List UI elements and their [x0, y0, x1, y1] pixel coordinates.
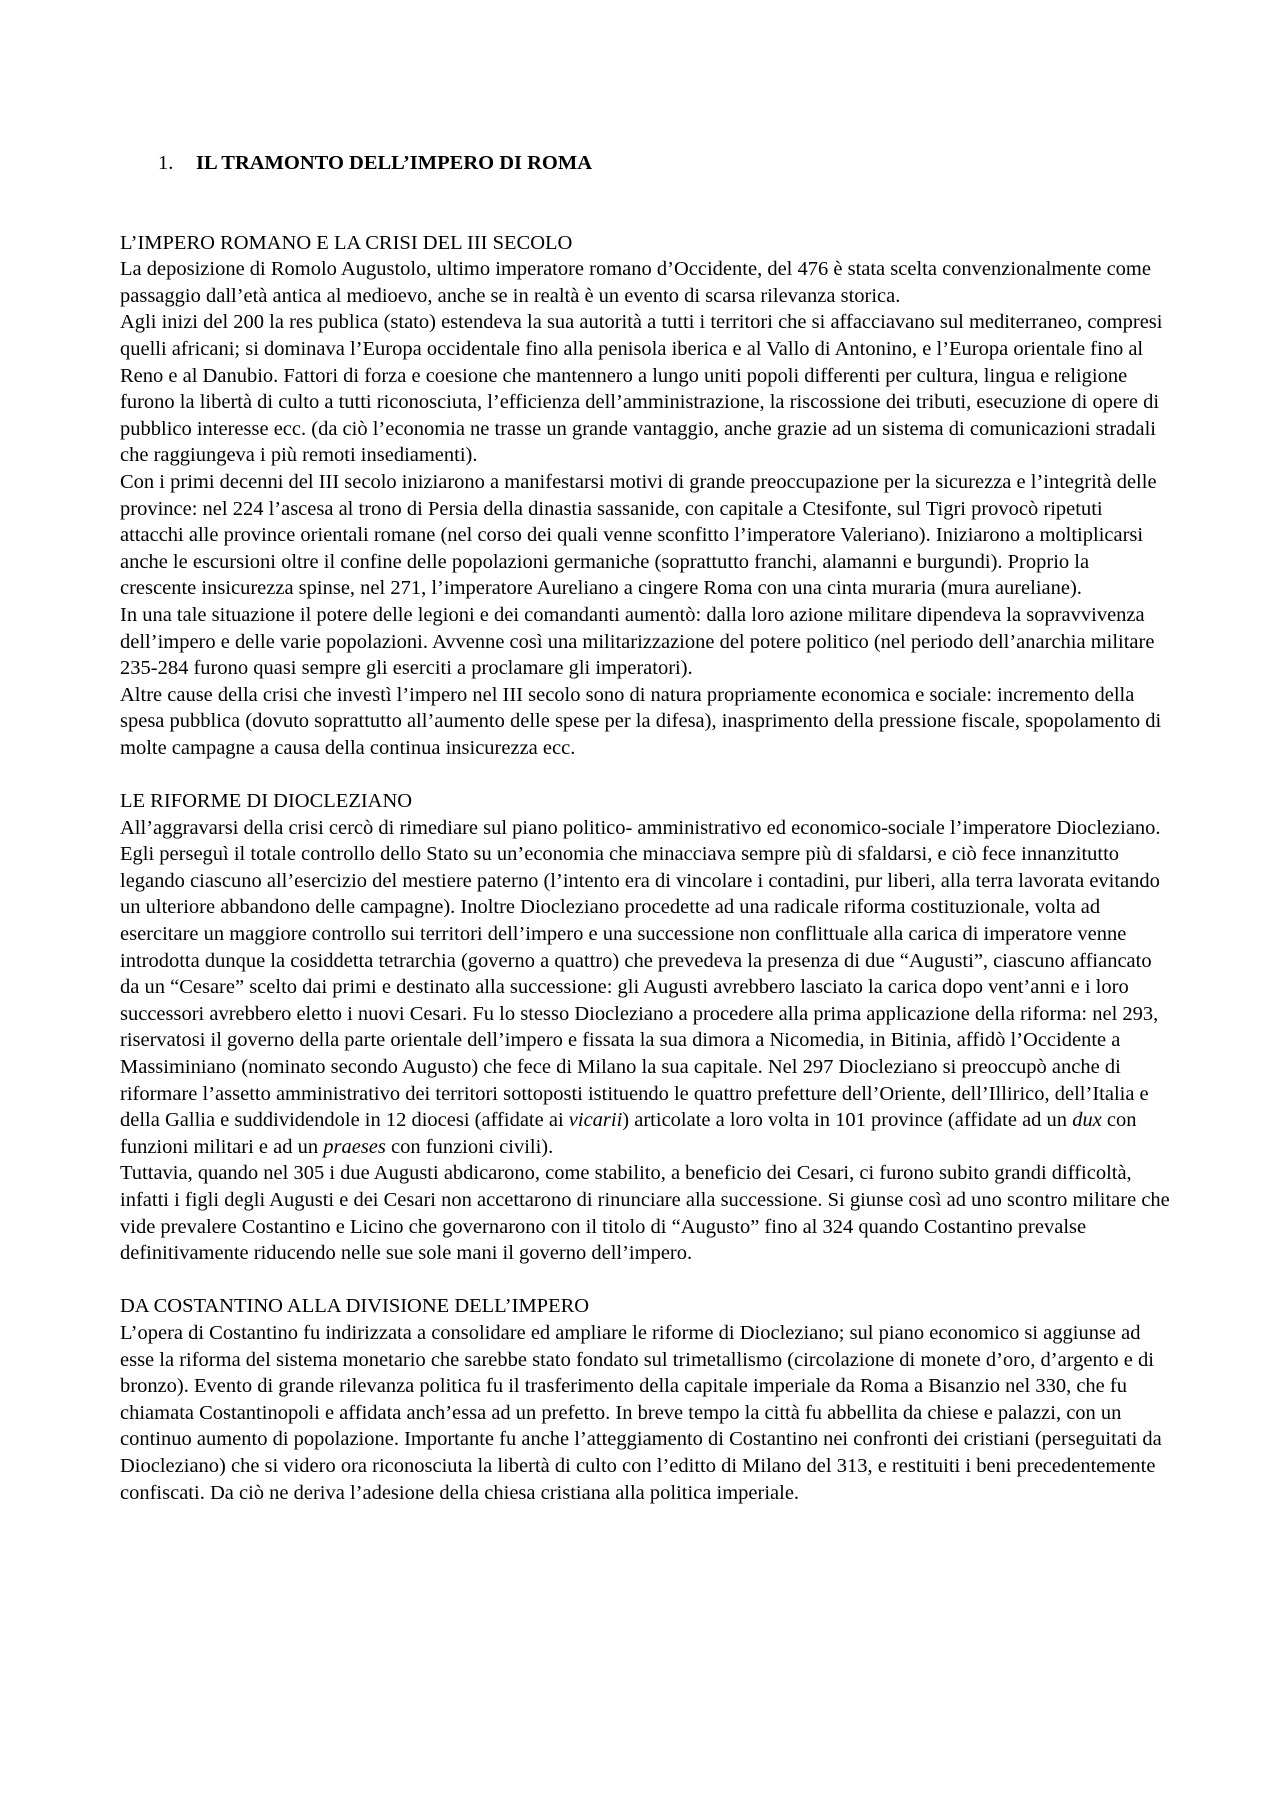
document-page — [120, 150, 1170, 1506]
section — [120, 230, 1170, 762]
text-run: con funzioni civili). — [385, 1135, 554, 1158]
italic-term: dux — [1072, 1109, 1102, 1132]
section-heading: DA COSTANTINO ALLA DIVISIONE DELL’IMPERO — [120, 1295, 590, 1318]
paragraph — [120, 309, 1170, 469]
paragraph — [120, 256, 1170, 309]
section-heading: L’IMPERO ROMANO E LA CRISI DEL III SECOLO — [120, 231, 573, 254]
paragraph — [120, 682, 1170, 762]
title-text: IL TRAMONTO DELL’IMPERO DI ROMA — [196, 152, 593, 174]
document-title — [158, 150, 1170, 177]
text-run: L’opera di Costantino fu indirizzata a consolidare ed ampliare le riforme di Diocleziano; sul piano economico si aggiunse ad esse la riforma del sistema monetario che sarebbe stato fondato sul trimetallismo (circolazione di monete d’oro, d’argento e di bronzo). Evento di grande rilevanza politica fu il trasferimento della capitale imperiale da Roma a Bisanzio nel 330, che fu chiamata Costantinopoli e affidata anch’essa ad un prefetto. In breve tempo la città fu abbellita da chiese e palazzi, con un continuo aumento di popolazione. Importante fu anche l’atteggiamento di Costantino nei confronti dei cristiani (perseguitati da Diocleziano) che si videro ora riconosciuta la libertà di culto con l’editto di Milano del 313, e restituiti i beni precedentemente confiscati. Da ciò ne deriva l’adesione della chiesa cristiana alla politica imperiale. — [120, 1321, 1162, 1504]
paragraph — [120, 1320, 1170, 1506]
italic-term: vicarii — [568, 1109, 623, 1132]
text-run: In una tale situazione il potere delle legioni e dei comandanti aumentò: dalla loro azione militare dipendeva la sopravvivenza dell’impero e delle varie popolazioni. Avvenne così una militarizzazione del potere politico (nel periodo dell’anarchia militare 235-284 furono quasi sempre gli eserciti a proclamare gli imperatori). — [120, 603, 1155, 680]
text-run: Agli inizi del 200 la res publica (stato) estendeva la sua autorità a tutti i territori che si affacciavano sul mediterraneo, compresi quelli africani; si dominava l’Europa occidentale fino alla penisola iberica e al Vallo di Antonino, e l’Europa orientale fino al Reno e al Danubio. Fattori di forza e coesione che mantennero a lungo uniti popoli differenti per cultura, lingua e religione furono la libertà di culto a tutti riconosciuta, l’efficienza dell’amministrazione, la riscossione dei tributi, esecuzione di opere di pubblico interesse ecc. (da ciò l’economia ne trasse un grande vantaggio, anche grazie ad un sistema di comunicazioni stradali che raggiungeva i più remoti insediamenti). — [120, 311, 1163, 467]
paragraph — [120, 602, 1170, 682]
text-run: con funzioni militari e ad un — [120, 1109, 1137, 1158]
italic-term: praeses — [323, 1135, 386, 1158]
text-run: Altre cause della crisi che investì l’impero nel III secolo sono di natura propriamente economica e sociale: incremento della spesa pubblica (dovuto soprattutto all’aumento delle spese per la difesa), inasprimento della pressione fiscale, spopolamento di molte campagne a causa della continua insicurezza ecc. — [120, 683, 1162, 759]
document-body — [120, 230, 1170, 1507]
section — [120, 1293, 1170, 1506]
text-run: Con i primi decenni del III secolo iniziarono a manifestarsi motivi di grande preoccupazione per la sicurezza e l’integrità delle province: nel 224 l’ascesa al trono di Persia della dinastia sassanide, con capitale a Ctesifonte, sul Tigri provocò ripetuti attacchi alle province orientali romane (nel corso dei quali venne sconfitto l’imperatore Valeriano). Iniziarono a moltiplicarsi anche le escursioni oltre il confine delle popolazioni germaniche (soprattutto franchi, alamanni e burgundi). Proprio la crescente insicurezza spinse, nel 271, l’imperatore Aureliano a cingere Roma con una cinta muraria (mura aureliane). — [120, 470, 1157, 600]
section-heading: LE RIFORME DI DIOCLEZIANO — [120, 790, 413, 813]
text-run: Tuttavia, quando nel 305 i due Augusti abdicarono, come stabilito, a beneficio dei Cesari, ci furono subito grandi difficoltà, infatti i figli degli Augusti e dei Cesari non accettarono di rinunciare alla successione. Si giunse così ad uno scontro militare che vide prevalere Costantino e Licino che governarono con il titolo di “Augusto” fino al 324 quando Costantino prevalse definitivamente riducendo nelle sue sole mani il governo dell’impero. — [120, 1162, 1170, 1265]
title-number: 1. — [158, 152, 174, 174]
section — [120, 788, 1170, 1267]
paragraph — [120, 1160, 1170, 1266]
text-run: La deposizione di Romolo Augustolo, ultimo imperatore romano d’Occidente, del 476 è stata scelta convenzionalmente come passaggio dall’età antica al medioevo, anche se in realtà è un evento di scarsa rilevanza storica. — [120, 258, 1151, 307]
text-run: ) articolate a loro volta in 101 province (affidate ad un — [622, 1109, 1073, 1132]
text-run: All’aggravarsi della crisi cercò di rimediare sul piano politico- amministrativo ed economico-sociale l’imperatore Diocleziano. Egli perseguì il totale controllo dello Stato su un’economia che minacciava sempre più di sfaldarsi, e ciò fece innanzitutto legando ciascuno all’esercizio del mestiere paterno (l’intento era di vincolare i contadini, pur liberi, alla terra lavorata evitando un ulteriore abbandono delle campagne). Inoltre Diocleziano procedette ad una radicale riforma costituzionale, volta ad esercitare un maggiore controllo sui territori dell’impero e una successione non conflittuale alla carica di imperatore venne introdotta dunque la cosiddetta tetrarchia (governo a quattro) che prevedeva la presenza di due “Augusti”, ciascuno affiancato da un “Cesare” scelto dai primi e destinato alla successione: gli Augusti avrebbero lasciato la carica dopo vent’anni e i loro successori avrebbero eletto i nuovi Cesari. Fu lo stesso Diocleziano a procedere alla prima applicazione della riforma: nel 293, riservatosi il governo della parte orientale dell’impero e fissata la sua dimora a Nicomedia, in Bitinia, affidò l’Occidente a Massiminiano (nominato secondo Augusto) che fece di Milano la sua capitale. Nel 297 Diocleziano si preoccupò anche di riformare l’assetto amministrativo dei territori sottoposti istituendo le quattro prefetture dell’Oriente, dell’Illirico, dell’Italia e della Gallia e suddividendole in 12 diocesi (affidate ai — [120, 816, 1161, 1132]
paragraph — [120, 469, 1170, 602]
paragraph — [120, 815, 1170, 1161]
